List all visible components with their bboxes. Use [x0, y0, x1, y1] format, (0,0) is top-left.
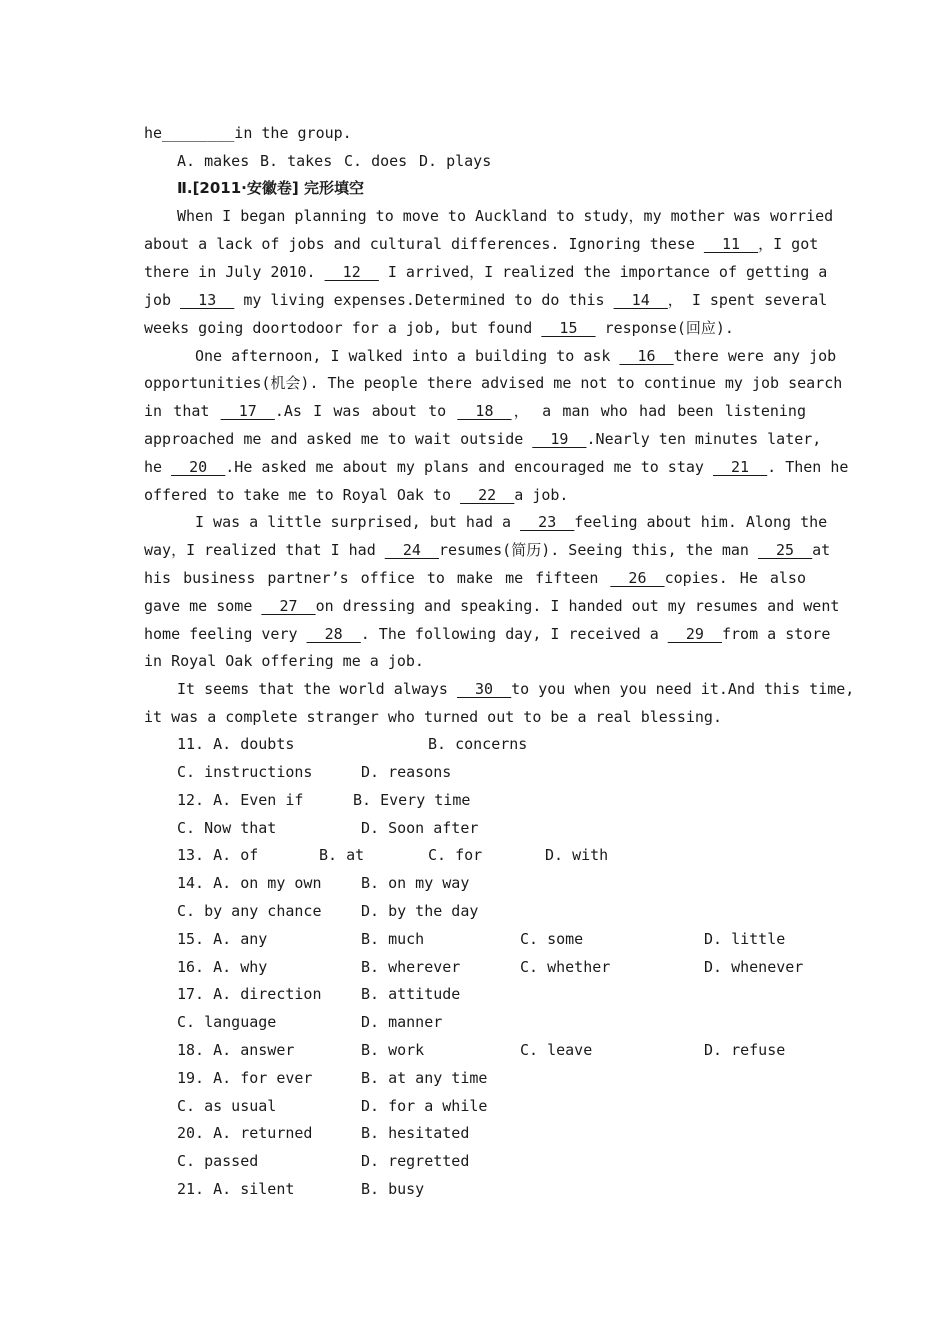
- question-option: C. language: [177, 1013, 277, 1031]
- option-d: D. plays: [419, 152, 492, 170]
- passage-text: way，I realized that I had: [144, 541, 385, 559]
- passage-text: ， a man who had been listening: [511, 402, 806, 420]
- passage-line: [144, 707, 806, 727]
- question-option: D. by the day: [361, 902, 479, 920]
- question-option: D. whenever: [704, 958, 804, 976]
- question-option-first: 18. A. answer: [177, 1041, 295, 1059]
- passage-text: to you when you need it.And this time,: [511, 680, 855, 698]
- question-option: C. for: [428, 846, 483, 864]
- question-option: C. as usual: [177, 1097, 277, 1115]
- question-option: B. much: [361, 930, 425, 948]
- question-option: C. by any chance: [177, 902, 322, 920]
- question-option: C. Now that: [177, 819, 277, 837]
- section-heading: Ⅱ.[2011·安徽卷] 完形填空: [177, 179, 364, 197]
- passage-line: [144, 485, 806, 505]
- question-option-first: 19. A. for ever: [177, 1069, 313, 1087]
- passage-line: [144, 596, 840, 616]
- continued-question-text: he________in the group.: [144, 124, 352, 142]
- passage-line: [144, 540, 831, 560]
- question-option: B. attitude: [361, 985, 461, 1003]
- passage-line: [144, 679, 855, 699]
- cloze-blank: __11__: [703, 235, 759, 253]
- question-option: D. refuse: [704, 1041, 786, 1059]
- passage-text: resumes(简历). Seeing this, the man: [438, 541, 758, 559]
- cloze-blank: __23__: [520, 513, 575, 531]
- question-option: D. reasons: [361, 763, 452, 781]
- option-a: A. makes: [177, 152, 250, 170]
- passage-text: there were any job: [673, 347, 837, 365]
- question-option-first: 17. A. direction: [177, 985, 322, 1003]
- passage-line: [144, 401, 806, 421]
- question-option-first: 14. A. on my own: [177, 874, 322, 892]
- passage-text: .As I was about to: [274, 402, 458, 420]
- question-option: D. with: [545, 846, 609, 864]
- cloze-blank: __13__: [180, 291, 235, 309]
- passage-text: feeling about him. Along the: [574, 513, 828, 531]
- passage-text: approached me and asked me to wait outside: [144, 430, 533, 448]
- passage-text: gave me some: [144, 597, 262, 615]
- passage-text: It seems that the world always: [177, 680, 457, 698]
- cloze-blank: __25__: [757, 541, 813, 559]
- passage-text: ， I spent several: [667, 291, 828, 309]
- passage-text: opportunities(机会). The people there advised me not to continue my job search: [144, 374, 843, 392]
- passage-text: One afternoon, I walked into a building to ask: [195, 347, 620, 365]
- question-option: D. regretted: [361, 1152, 470, 1170]
- passage-text: . Then he: [767, 458, 849, 476]
- question-option: B. wherever: [361, 958, 461, 976]
- cloze-blank: __20__: [171, 458, 226, 476]
- passage-line: [144, 290, 828, 310]
- passage-line: [144, 373, 843, 393]
- passage-line: [144, 262, 828, 282]
- passage-line: [144, 429, 822, 449]
- passage-text: offered to take me to Royal Oak to: [144, 486, 461, 504]
- cloze-blank: __18__: [457, 402, 512, 420]
- passage-line: [144, 457, 849, 477]
- cloze-blank: __28__: [306, 625, 361, 643]
- cloze-blank: __24__: [384, 541, 439, 559]
- question-option: C. leave: [520, 1041, 593, 1059]
- passage-line: [144, 624, 831, 644]
- passage-text: my living expenses.Determined to do this: [234, 291, 614, 309]
- passage-text: at: [812, 541, 831, 559]
- passage-line: [144, 318, 806, 338]
- question-option-first: 20. A. returned: [177, 1124, 313, 1142]
- question-option-first: 11. A. doubts: [177, 735, 295, 753]
- passage-text: on dressing and speaking. I handed out my resumes and went: [315, 597, 840, 615]
- question-option: B. at: [319, 846, 365, 864]
- cloze-blank: __17__: [220, 402, 275, 420]
- question-option-first: 21. A. silent: [177, 1180, 295, 1198]
- passage-line: [144, 206, 834, 226]
- question-option: C. instructions: [177, 763, 313, 781]
- passage-line: [144, 346, 837, 366]
- cloze-blank: __19__: [532, 430, 587, 448]
- passage-text: ，I got: [758, 235, 819, 253]
- passage-text: it was a complete stranger who turned out to be a real blessing.: [144, 708, 722, 726]
- cloze-blank: __16__: [619, 347, 674, 365]
- question-option-first: 16. A. why: [177, 958, 268, 976]
- passage-text: his business partner’s office to make me fifteen: [144, 569, 611, 587]
- cloze-blank: __21__: [712, 458, 768, 476]
- passage-text: I arrived，I realized the importance of getting a: [378, 263, 828, 281]
- passage-text: copies. He also: [664, 569, 806, 587]
- passage-text: from a store: [721, 625, 831, 643]
- cloze-blank: __22__: [460, 486, 515, 504]
- question-option: B. hesitated: [361, 1124, 470, 1142]
- question-option: D. manner: [361, 1013, 443, 1031]
- passage-text: he: [144, 458, 172, 476]
- question-option-first: 13. A. of: [177, 846, 259, 864]
- passage-text: response(回应).: [595, 319, 734, 337]
- passage-text: in Royal Oak offering me a job.: [144, 652, 424, 670]
- option-b: B. takes: [260, 152, 333, 170]
- question-option: C. passed: [177, 1152, 259, 1170]
- cloze-blank: __15__: [541, 319, 596, 337]
- question-option: B. busy: [361, 1180, 425, 1198]
- passage-text: .Nearly ten minutes later,: [586, 430, 822, 448]
- passage-line: [144, 512, 828, 532]
- cloze-blank: __27__: [261, 597, 316, 615]
- passage-line: [144, 234, 819, 254]
- passage-text: When I began planning to move to Auckland to study，my mother was worried: [177, 207, 834, 225]
- cloze-blank: __29__: [667, 625, 722, 643]
- question-option: D. Soon after: [361, 819, 479, 837]
- question-option: B. Every time: [353, 791, 471, 809]
- question-option: D. for a while: [361, 1097, 488, 1115]
- question-option: C. some: [520, 930, 584, 948]
- question-option-first: 15. A. any: [177, 930, 268, 948]
- passage-text: about a lack of jobs and cultural differences. Ignoring these: [144, 235, 704, 253]
- question-option: B. at any time: [361, 1069, 488, 1087]
- question-option: D. little: [704, 930, 786, 948]
- passage-text: I was a little surprised, but had a: [195, 513, 521, 531]
- option-c: C. does: [344, 152, 408, 170]
- cloze-blank: __30__: [456, 680, 512, 698]
- passage-text: home feeling very: [144, 625, 307, 643]
- question-option-first: 12. A. Even if: [177, 791, 304, 809]
- passage-text: .He asked me about my plans and encouraged me to stay: [225, 458, 713, 476]
- passage-text: in that: [144, 402, 221, 420]
- cloze-blank: __12__: [324, 263, 379, 281]
- cloze-blank: __14__: [613, 291, 668, 309]
- passage-text: . The following day, I received a: [360, 625, 668, 643]
- question-option: B. on my way: [361, 874, 470, 892]
- cloze-blank: __26__: [610, 569, 665, 587]
- passage-line: [144, 651, 806, 671]
- question-option: B. work: [361, 1041, 425, 1059]
- passage-line: [144, 568, 806, 588]
- question-option: C. whether: [520, 958, 611, 976]
- passage-text: job: [144, 291, 181, 309]
- passage-text: weeks going doortodoor for a job, but found: [144, 319, 542, 337]
- question-option: B. concerns: [428, 735, 528, 753]
- passage-text: there in July 2010.: [144, 263, 325, 281]
- passage-text: a job.: [514, 486, 569, 504]
